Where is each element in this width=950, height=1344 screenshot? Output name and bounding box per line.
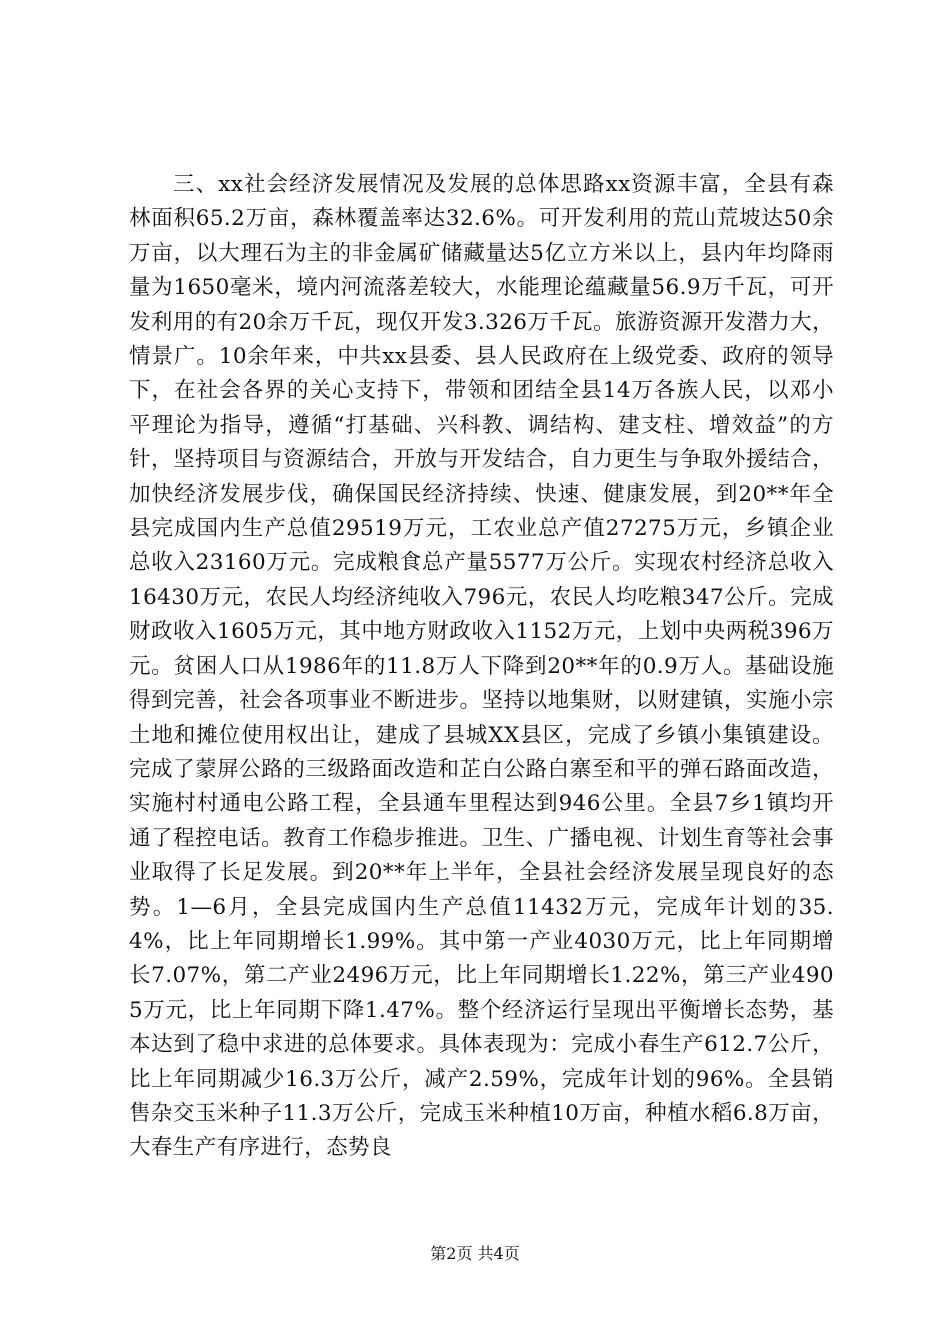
body-paragraph: 三、xx社会经济发展情况及发展的总体思路xx资源丰富，全县有森林面积65.2万亩，森林覆盖率达32.6%。可开发利用的荒山荒坡达50余万亩，以大理石为主的非金属矿储藏量达5亿立方米以上，县内年均降雨量为1650毫米，境内河流落差较大，水能理论蕴藏量56.9万千瓦，可开发利用的有20余万千瓦，现仅开发3.326万千瓦。旅游资源开发潜力大，情景广。10余年来，中共xx县委、县人民政府在上级党委、政府的领导下，在社会各界的关心支持下，带领和团结全县14万各族人民，以邓小平理论为指导，遵循“打基础、兴科教、调结构、建支柱、增效益”的方针，坚持项目与资源结合，开放与开发结合，自力更生与争取外援结合，加快经济发展步伐，确保国民经济持续、快速、健康发展，到20**年全县完成国内生产总值29519万元，工农业总产值27275万元，乡镇企业总收入23160万元。完成粮食总产量5577万公斤。实现农村经济总收入16430万元，农民人均经济纯收入796元，农民人均吃粮347公斤。完成财政收入1605万元，其中地方财政收入1152万元，上划中央两税396万元。贫困人口从1986年的11.8万人下降到20**年的0.9万人。基础设施得到完善，社会各项事业不断进步。坚持以地集财，以财建镇，实施小宗土地和摊位使用权出让，建成了县城XX县区，完成了乡镇小集镇建设。完成了蒙屏公路的三级路面改造和芷白公路白寨至和平的弹石路面改造，实施村村通电公路工程，全县通车里程达到946公里。全县7乡1镇均开通了程控电话。教育工作稳步推进。卫生、广播电视、计划生育等社会事业取得了长足发展。到20**年上半年，全县社会经济发展呈现良好的态势。1—6月，全县完成国内生产总值11432万元，完成年计划的35.4%，比上年同期增长1.99%。其中第一产业4030万元，比上年同期增长7.07%，第二产业2496万元，比上年同期增长1.22%，第三产业4905万元，比上年同期下降1.47%。整个经济运行呈现出平衡增长态势，基本达到了稳中求进的总体要求。具体表现为：完成小春生产612.7公斤，比上年同期减少16.3万公斤，减产2.59%，完成年计划的96%。全县销售杂交玉米种子11.3万公斤，完成玉米种植10万亩，种植水稻6.8万亩，大春生产有序进行，态势良 bbox=[129, 172, 834, 1161]
page-number-footer: 第2页 共4页 bbox=[430, 1244, 520, 1263]
